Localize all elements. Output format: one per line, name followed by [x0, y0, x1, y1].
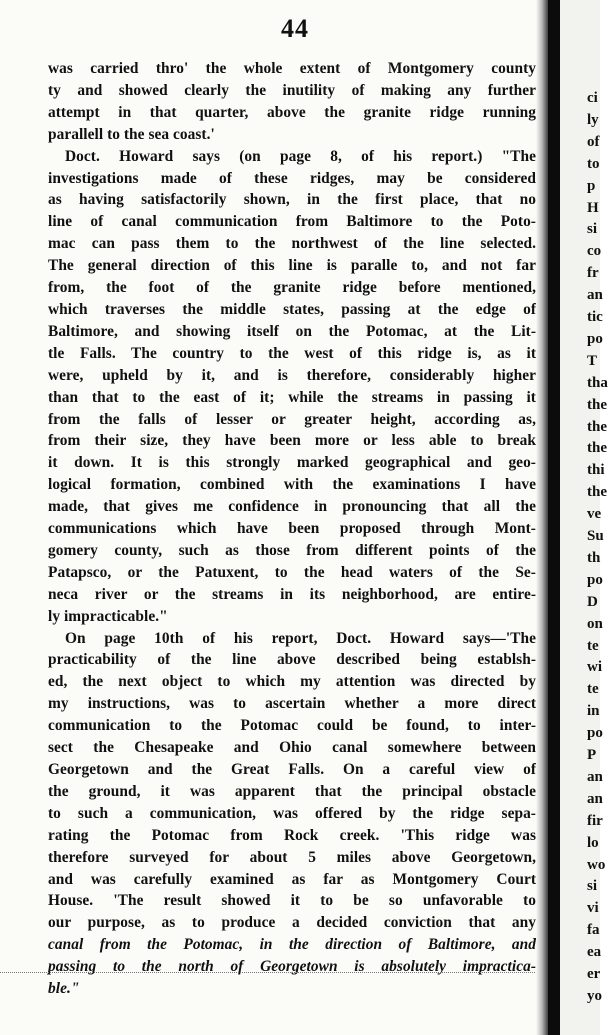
facing-page-fragment: P — [587, 747, 597, 763]
facing-page-fragment: er — [587, 966, 601, 982]
text-line: which traverses the middle states, passing at the edge of — [48, 300, 536, 318]
facing-page-fragment: of — [587, 133, 600, 150]
facing-page-fragment: the — [587, 440, 607, 457]
text-line: On page 10th of his report, Doct. Howard says—'The — [65, 629, 536, 647]
body-text — [48, 58, 536, 1000]
text-line: neca river or the streams in its neighborhood, are entire- — [48, 585, 536, 603]
facing-page-fragment: to — [587, 155, 600, 172]
text-line: from the falls of lesser or greater height, according as, — [48, 410, 536, 428]
text-line: practicability of the line above described being establsh- — [48, 651, 536, 669]
facing-page-fragment: te — [587, 681, 599, 698]
facing-page-fragment: wi — [587, 659, 602, 676]
text-line: Doct. Howard says (on page 8, of his report.) "The — [65, 147, 536, 165]
book-spine — [548, 0, 560, 1035]
text-line: than that to the east of it; while the streams in passing it — [48, 388, 536, 406]
text-line: Patapsco, or the Patuxent, to the head waters of the Se- — [48, 563, 536, 581]
facing-page-fragment: T — [587, 352, 598, 369]
facing-page-fragment: yo — [587, 987, 602, 1004]
facing-page-fragment: si — [587, 221, 598, 238]
text-line: and was carefully examined as far as Montgomery Court — [48, 870, 536, 888]
text-line: Georgetown and the Great Falls. On a careful view of — [48, 761, 536, 778]
text-line: line of canal communication from Baltimore to the Poto- — [48, 213, 536, 231]
text-line: ty and showed clearly the inutility of making any further — [48, 81, 536, 99]
facing-page-fragment: tha — [587, 374, 608, 391]
facing-page-fragment: H — [587, 199, 599, 216]
text-line: were, upheld by it, and is therefore, considerably higher — [48, 366, 536, 384]
facing-page-fragment: an — [587, 768, 603, 785]
text-line: attempt in that quarter, above the granite ridge running — [48, 103, 536, 121]
facing-page-fragment: wo — [587, 856, 606, 873]
facing-page-fragment: po — [587, 330, 603, 347]
text-line: investigations made of these ridges, may be considered — [48, 169, 536, 187]
text-line: communications which have been proposed through Mont- — [48, 520, 536, 538]
text-line: tle Falls. The country to the west of this ridge is, as it — [48, 344, 536, 362]
facing-page-fragment: po — [587, 571, 603, 588]
facing-page-fragment: fir — [587, 812, 603, 829]
facing-page-fragment: tic — [587, 309, 603, 325]
facing-page-fragment: the — [587, 396, 607, 413]
text-line: from their size, they have been more or less able to break — [48, 432, 536, 450]
text-line: to such a communication, was offered by the ridge sepa- — [48, 804, 536, 822]
text-line: sect the Chesapeake and Ohio canal somewhere between — [48, 739, 536, 757]
facing-page-fragment: D — [587, 593, 598, 610]
facing-page-fragment: thi — [587, 462, 605, 479]
text-line: made, that gives me confidence in pronouncing that all the — [48, 498, 536, 516]
text-line: was carried thro' the whole extent of Montgomery county — [48, 60, 536, 77]
text-line: therefore surveyed for about 5 miles above Georgetown, — [48, 848, 536, 866]
facing-page-fragment: co — [587, 243, 602, 260]
facing-page-fragment: an — [587, 790, 603, 807]
text-line: the ground, it was apparent that the principal obstacle — [48, 782, 536, 800]
facing-page-fragment: ea — [587, 944, 602, 961]
page-bottom-edge — [0, 972, 545, 973]
facing-page-fragment: p — [587, 177, 596, 194]
facing-page-edge — [560, 0, 608, 1035]
text-line: ly impracticable." — [48, 607, 168, 625]
text-line: from, the foot of the granite ridge before mentioned, — [48, 279, 536, 297]
text-line: as having satisfactorily shown, in the first place, that no — [48, 191, 536, 209]
facing-page-fragment: th — [587, 549, 601, 566]
text-line: it down. It is this strongly marked geographical and geo- — [48, 454, 536, 472]
text-line: canal from the Potomac, in the direction of Baltimore, and — [48, 936, 536, 954]
facing-page-fragment: te — [587, 637, 599, 654]
text-line: passing to the north of Georgetown is absolutely impractica- — [48, 958, 536, 976]
text-line: The general direction of this line is paralle to, and not far — [48, 257, 536, 275]
text-line: parallell to the sea coast.' — [48, 125, 215, 143]
text-line: ed, the next object to which my attention was directed by — [48, 673, 536, 691]
text-line: our purpose, as to produce a decided conviction that any — [48, 914, 536, 932]
facing-page-fragment: on — [587, 615, 603, 632]
text-line: rating the Potomac from Rock creek. 'This ridge was — [48, 826, 536, 844]
facing-page-fragment: Su — [587, 528, 604, 544]
text-line: gomery county, such as those from different points of the — [48, 541, 536, 559]
facing-page-fragment: the — [587, 484, 607, 501]
facing-page-fragment: in — [587, 703, 600, 720]
text-line: logical formation, combined with the examinations I have — [48, 476, 536, 494]
text-line: House. 'The result showed it to be so unfavorable to — [48, 892, 536, 910]
facing-page-fragment: fa — [587, 922, 600, 939]
facing-page-fragment: the — [587, 418, 607, 435]
facing-page-fragment: si — [587, 878, 598, 895]
text-line: mac can pass them to the northwest of the line selected. — [48, 235, 536, 253]
facing-page-fragment: an — [587, 287, 603, 304]
facing-page-fragment: po — [587, 725, 603, 742]
page-number: 44 — [281, 14, 309, 43]
text-line: communication to the Potomac could be found, to inter- — [48, 717, 536, 735]
text-line: ble." — [48, 980, 80, 998]
facing-page-fragment: fr — [587, 265, 599, 282]
facing-page-fragment: vi — [587, 900, 599, 917]
facing-page-fragment: ve — [587, 506, 602, 523]
text-line: my instructions, was to ascertain whether a more direct — [48, 695, 536, 713]
facing-page-fragment: ci — [587, 90, 598, 106]
facing-page-fragment: lo — [587, 834, 599, 851]
text-line: Baltimore, and showing itself on the Potomac, at the Lit- — [48, 322, 536, 340]
facing-page-fragment: ly — [587, 111, 599, 128]
